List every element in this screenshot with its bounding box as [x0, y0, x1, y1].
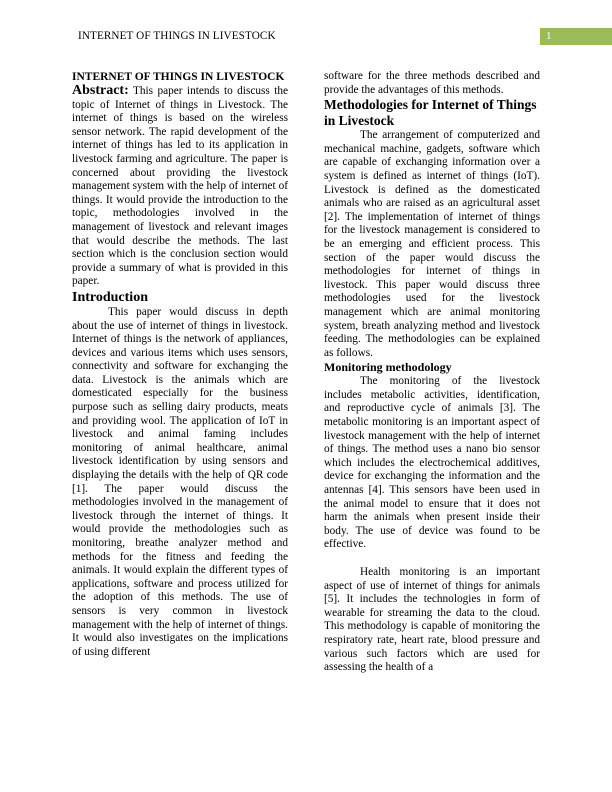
abstract-text: This paper intends to discuss the topic of Internet of things in Livestock. The internet of things is based on the wireless sensor network. The rapid development of the internet of things has led to its application in livestock farming and agriculture. The paper is concerned about providing the livestock management system with the help of internet of things. It would provide the introduction to the topic, methodologies involved in the management of livestock and relevant images that would describe the methods. The last section which is the conclusion section would provide a summary of what is provided in this paper. — [72, 85, 288, 288]
continuation-text: software for the three methods described and provide the advantages of this methods. — [324, 70, 540, 96]
methodologies-text: The arrangement of computerized and mechanical machine, gadgets, software which are capable of exchanging information over a system is defined as internet of things (IoT). Livestock is defined as the domesticated animals who are raised as an agricultural asset [2]. The implementation of internet of things for the livestock management is considered to be an emerging and efficient process. This section of the paper would discuss the methodologies for internet of things in livestock. This paper would discuss three methodologies used for the livestock management which are animal monitoring system, breath analyzing method and livestock feeding. The methodologies can be explained as follows. — [324, 129, 540, 359]
right-column — [324, 70, 540, 675]
abstract-paragraph — [72, 84, 288, 289]
document-title: INTERNET OF THINGS IN LIVESTOCK — [72, 71, 285, 83]
abstract-label: Abstract: — [72, 83, 129, 98]
page-number: 1 — [540, 28, 612, 45]
introduction-heading: Introduction — [72, 289, 148, 305]
health-monitoring-text: Health monitoring is an important aspect of use of internet of things for animals [5]. It includes the technologies in form of wearable for streaming the data to the cloud. This methodology is capable of monitoring the respiratory rate, heart rate, blood pressure and various such factors which are used for assessing the health of a — [324, 566, 540, 674]
monitoring-heading: Monitoring methodology — [324, 360, 452, 375]
monitoring-text: The monitoring of the livestock includes metabolic activities, identification, and reproductive cycle of animals [3]. The metabolic monitoring is an important aspect of livestock management with the help of internet of things. The method uses a nano bio sensor which includes the electrochemical additives, device for exchanging the information and the antennas [4]. This sensors have been used in the animal model to ensure that it does not harm the animals when present inside their body. The use of device was found to be effective. — [324, 375, 540, 551]
running-header-title: INTERNET OF THINGS IN LIVESTOCK — [78, 30, 276, 42]
left-column — [72, 70, 288, 659]
introduction-text: This paper would discuss in depth about the use of internet of things in livestock. Internet of things is the network of appliances, devices and various items which uses sensors, connectivity and software for exchanging the data. Livestock is the animals which are domesticated especially for the business purpose such as selling dairy products, meats and providing wool. The application of IoT in livestock and animal faming includes monitoring of animal healthcare, animal livestock identification by using sensors and displaying the details with the help of QR code [1]. The paper would discuss the methodologies involved in the management of livestock through the internet of things. It would provide the methodologies such as monitoring, breathe analyzer method and methods for the fitness and feeding the animals. It would explain the different types of applications, software and process utilized for the adoption of this methods. The use of sensors is very common in livestock management with the help of internet of things. It would also investigates on the implications of using different — [72, 305, 288, 658]
methodologies-heading: Methodologies for Internet of Things in Livestock — [324, 97, 537, 129]
